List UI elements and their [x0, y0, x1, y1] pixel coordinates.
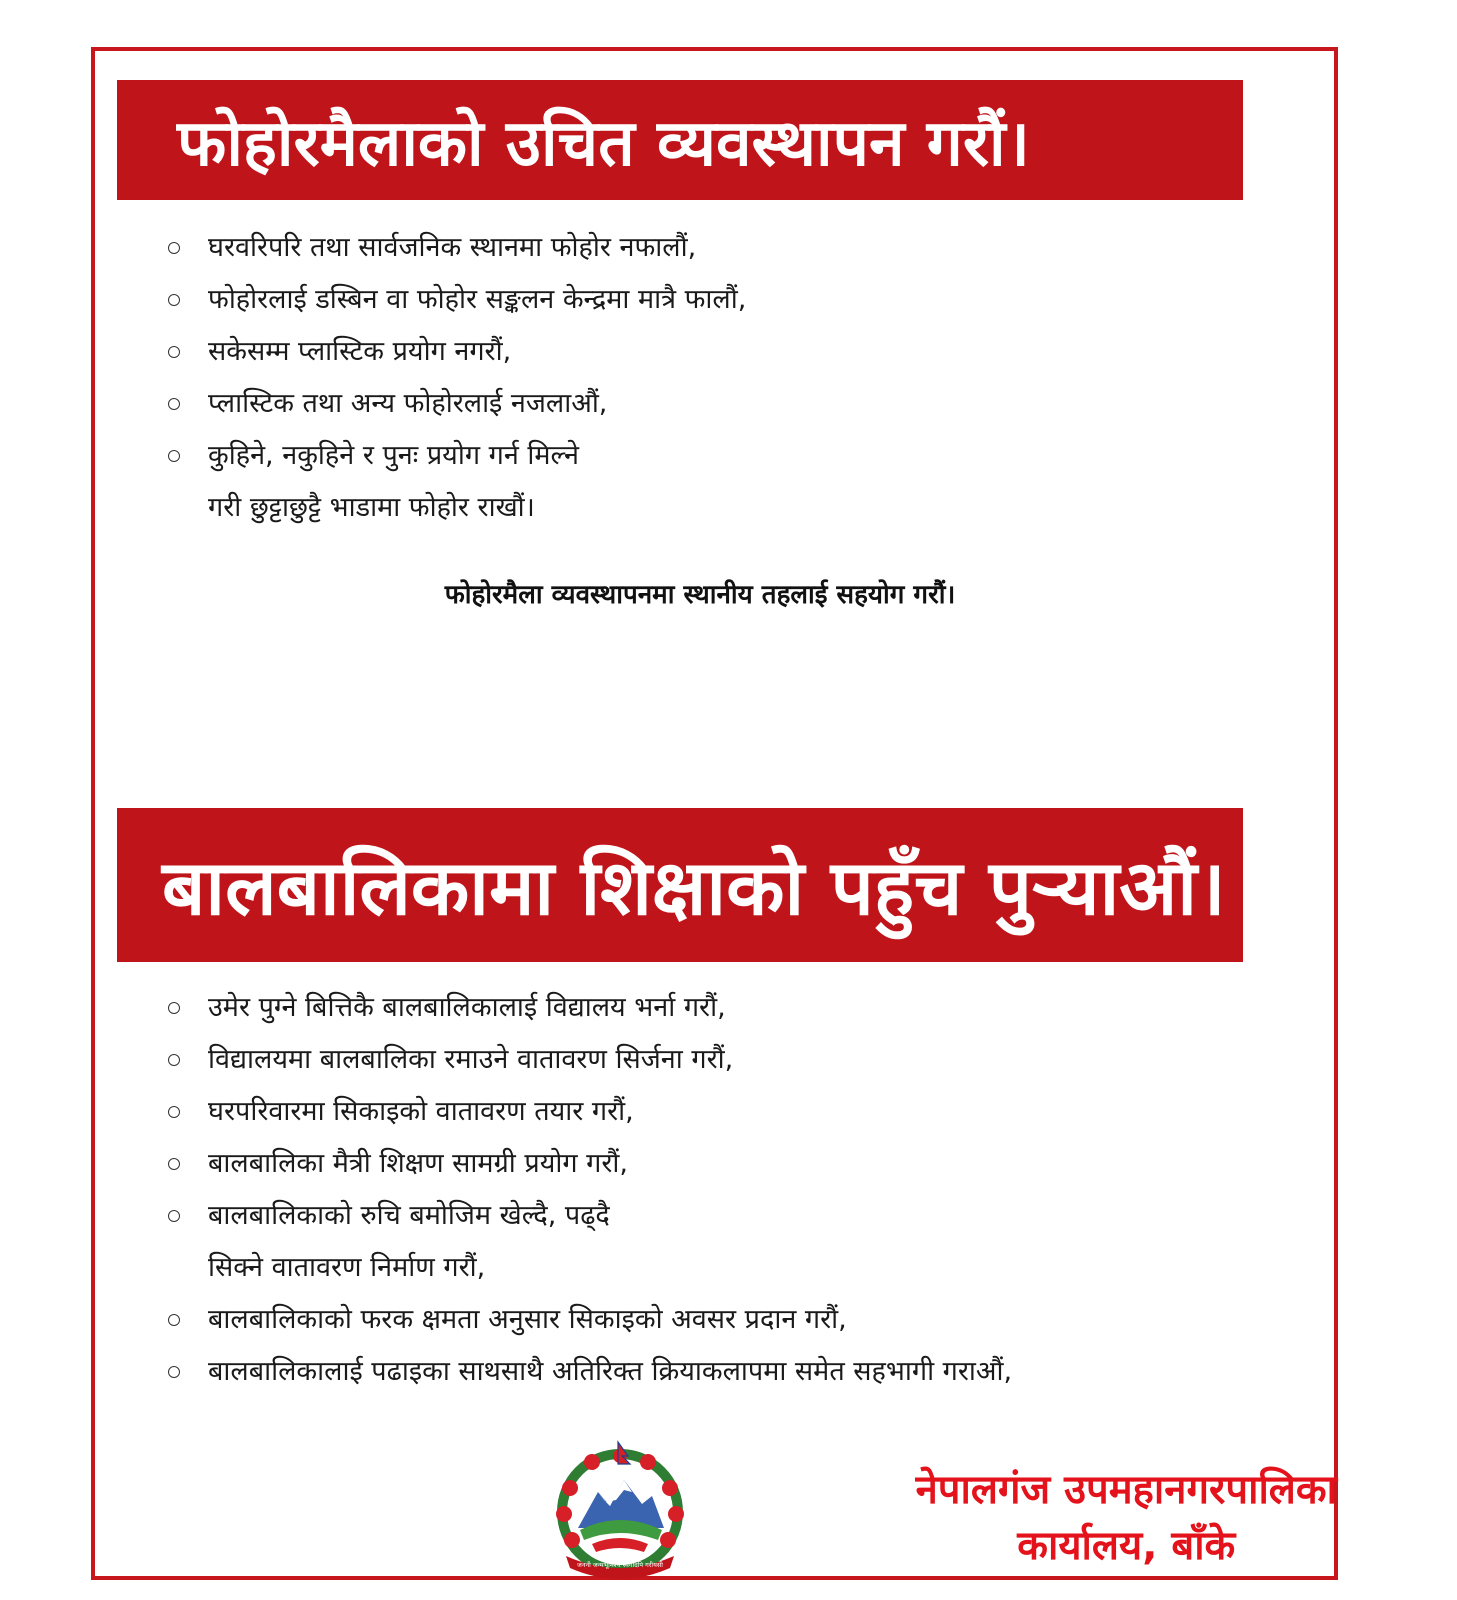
waste-management-list: [160, 222, 746, 534]
list-item: विद्यालयमा बालबालिका रमाउने वातावरण सिर्जना गरौं,: [160, 1034, 1012, 1086]
bullet-icon: [168, 1106, 180, 1118]
office-name: [916, 1462, 1337, 1574]
emblem-motto: जननी जन्मभूमिश्च स्वर्गादपि गरीयसी: [577, 1561, 663, 1569]
bullet-icon: [168, 346, 180, 358]
office-name-line-1: नेपालगंज उपमहानगरपालिका: [915, 1467, 1337, 1513]
bullet-icon: [168, 1158, 180, 1170]
list-item: प्लास्टिक तथा अन्य फोहोरलाई नजलाऔं,: [160, 378, 746, 430]
education-list: [160, 982, 1012, 1398]
list-item: बालबालिका मैत्री शिक्षण सामग्री प्रयोग गरौं,: [160, 1138, 1012, 1190]
bullet-icon: [168, 1210, 180, 1222]
education-title: बालबालिकामा शिक्षाको पहुँच पुऱ्याऔं।: [162, 842, 1226, 932]
bullet-icon: [168, 450, 180, 462]
waste-management-closing: फोहोरमैला व्यवस्थापनमा स्थानीय तहलाई सहयोग गरौं।: [444, 580, 956, 610]
bullet-icon: [168, 1366, 180, 1378]
list-item: घरपरिवारमा सिकाइको वातावरण तयार गरौं,: [160, 1086, 1012, 1138]
nepal-government-emblem-icon: [540, 1440, 700, 1580]
list-item: बालबालिकाको रुचि बमोजिम खेल्दै, पढ्दै: [160, 1190, 1012, 1242]
bullet-icon: [168, 294, 180, 306]
waste-management-banner: [117, 80, 1243, 200]
list-item: बालबालिकालाई पढाइका साथसाथै अतिरिक्त क्रियाकलापमा समेत सहभागी गराऔं,: [160, 1346, 1012, 1398]
office-name-line-2: कार्यालय, बाँके: [1017, 1523, 1236, 1569]
bullet-icon: [168, 1002, 180, 1014]
bullet-icon: [168, 1054, 180, 1066]
list-item-continuation: सिक्ने वातावरण निर्माण गरौं,: [208, 1252, 486, 1283]
list-item: सकेसम्म प्लास्टिक प्रयोग नगरौं,: [160, 326, 746, 378]
bullet-icon: [168, 242, 180, 254]
list-item: उमेर पुग्ने बित्तिकै बालबालिकालाई विद्यालय भर्ना गरौं,: [160, 982, 1012, 1034]
list-item: घरवरिपरि तथा सार्वजनिक स्थानमा फोहोर नफालौं,: [160, 222, 746, 274]
waste-management-title: फोहोरमैलाको उचित व्यवस्थापन गरौं।: [177, 106, 1030, 181]
list-item: फोहोरलाई डस्बिन वा फोहोर सङ्कलन केन्द्रमा मात्रै फालौं,: [160, 274, 746, 326]
bullet-icon: [168, 398, 180, 410]
bullet-icon: [168, 1314, 180, 1326]
list-item-continuation: गरी छुट्टाछुट्टै भाडामा फोहोर राखौं।: [208, 492, 535, 523]
list-item: बालबालिकाको फरक क्षमता अनुसार सिकाइको अवसर प्रदान गरौं,: [160, 1294, 1012, 1346]
education-banner: [117, 808, 1243, 962]
list-item: कुहिने, नकुहिने र पुनः प्रयोग गर्न मिल्ने: [160, 430, 746, 482]
